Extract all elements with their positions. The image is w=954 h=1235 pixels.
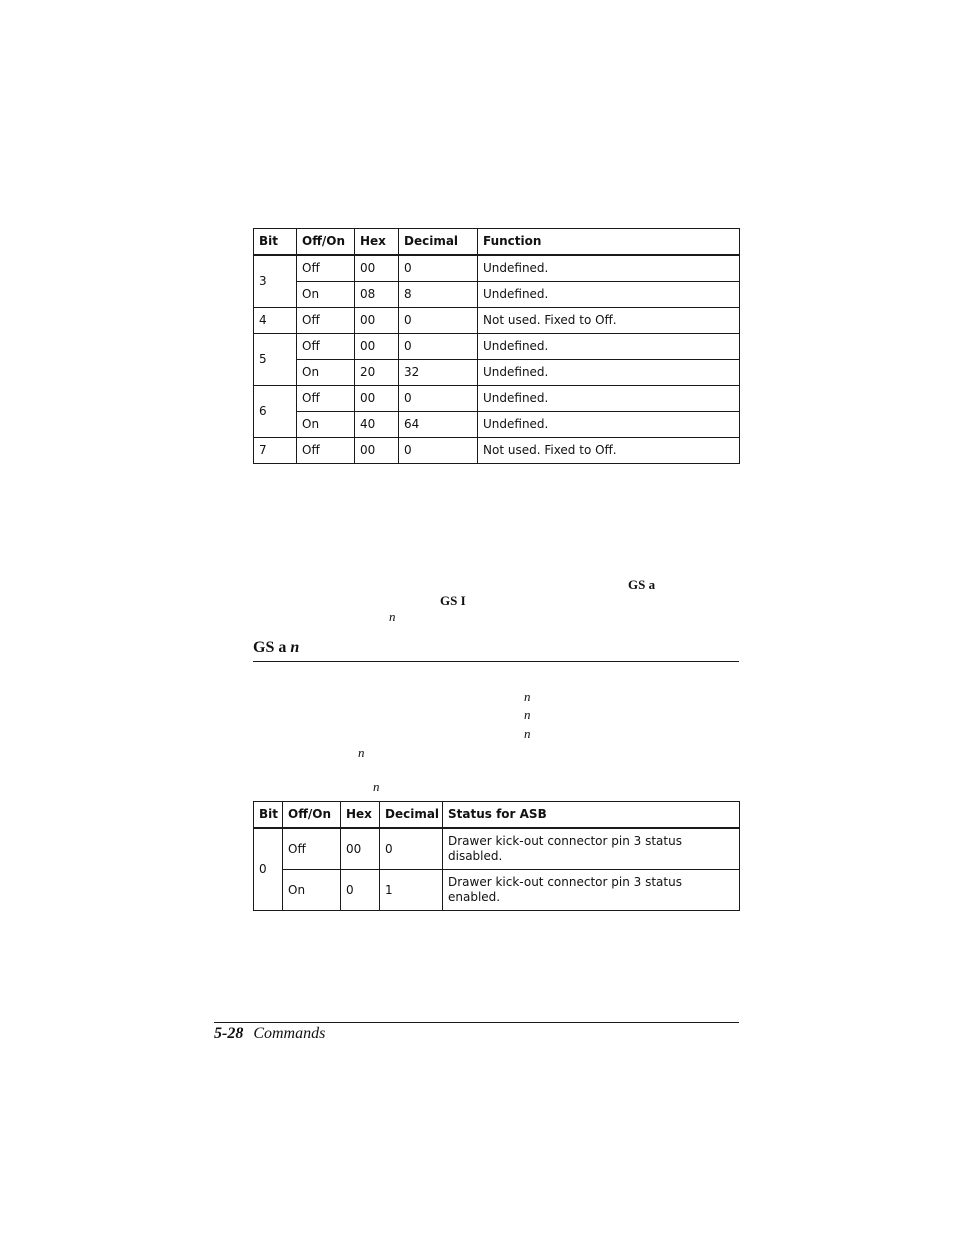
- table-cell: Undefined.: [478, 282, 740, 308]
- table-row: [254, 412, 740, 438]
- bit-cell: 3: [254, 255, 297, 308]
- table-cell: 0: [399, 438, 478, 464]
- table-cell: Off: [297, 386, 355, 412]
- table-row: [254, 360, 740, 386]
- column-header: Hex: [341, 802, 380, 829]
- table-row: [254, 308, 740, 334]
- param-n: n: [358, 745, 365, 760]
- table-row: [254, 334, 740, 360]
- table-cell: 00: [355, 255, 399, 282]
- asb-status-table: [253, 801, 740, 911]
- table-cell: Undefined.: [478, 360, 740, 386]
- heading-rule: [253, 661, 739, 662]
- table-row: [254, 386, 740, 412]
- heading-command: GS a: [253, 639, 287, 656]
- footer-section: Commands: [253, 1025, 326, 1042]
- column-header: Decimal: [399, 229, 478, 256]
- column-header: Hex: [355, 229, 399, 256]
- table-cell: Undefined.: [478, 255, 740, 282]
- table-cell: Drawer kick-out connector pin 3 status enabled.: [443, 870, 740, 911]
- table-cell: 20: [355, 360, 399, 386]
- table-cell: 0: [399, 255, 478, 282]
- table-cell: Undefined.: [478, 334, 740, 360]
- table-cell: On: [297, 360, 355, 386]
- column-header: Bit: [254, 802, 283, 829]
- table-cell: Undefined.: [478, 412, 740, 438]
- column-header: Bit: [254, 229, 297, 256]
- param-n: n: [524, 707, 531, 722]
- column-header: Status for ASB: [443, 802, 740, 829]
- page-number: 5-28: [214, 1025, 244, 1042]
- bit-cell: 6: [254, 386, 297, 438]
- table-cell: Undefined.: [478, 386, 740, 412]
- section-heading: [253, 638, 299, 658]
- column-header: Off/On: [297, 229, 355, 256]
- table-cell: 1: [380, 870, 443, 911]
- table-cell: 0: [399, 386, 478, 412]
- table-cell: Off: [297, 308, 355, 334]
- table-cell: Drawer kick-out connector pin 3 status disabled.: [443, 828, 740, 870]
- footer-rule: [214, 1022, 739, 1023]
- bit-cell: 5: [254, 334, 297, 386]
- table-cell: Not used. Fixed to Off.: [478, 438, 740, 464]
- column-header: Off/On: [283, 802, 341, 829]
- table-row: [254, 282, 740, 308]
- table-row: [254, 828, 740, 870]
- table-cell: 40: [355, 412, 399, 438]
- page-footer: [214, 1024, 325, 1044]
- param-n: n: [373, 779, 380, 794]
- command-ref-gs-a: GS a: [628, 577, 656, 592]
- table-cell: 64: [399, 412, 478, 438]
- table-header-row: [254, 802, 740, 829]
- table-row: [254, 438, 740, 464]
- table-cell: 0: [380, 828, 443, 870]
- table-cell: On: [283, 870, 341, 911]
- param-n: n: [524, 689, 531, 704]
- table-cell: 0: [399, 308, 478, 334]
- table-body: [254, 255, 740, 464]
- table-cell: 8: [399, 282, 478, 308]
- table-cell: 00: [355, 308, 399, 334]
- table-header-row: [254, 229, 740, 256]
- table-cell: 00: [341, 828, 380, 870]
- param-n: n: [524, 726, 531, 741]
- table-cell: 00: [355, 334, 399, 360]
- bit-cell: 7: [254, 438, 297, 464]
- heading-param: n: [290, 639, 300, 656]
- table-row: [254, 870, 740, 911]
- table-cell: 32: [399, 360, 478, 386]
- column-header: Decimal: [380, 802, 443, 829]
- bit-cell: 0: [254, 828, 283, 911]
- command-ref-gs-i: GS I: [440, 593, 466, 608]
- bit-function-table: [253, 228, 740, 464]
- table-cell: 0: [399, 334, 478, 360]
- table-body: [254, 828, 740, 911]
- table-cell: Not used. Fixed to Off.: [478, 308, 740, 334]
- table-cell: 08: [355, 282, 399, 308]
- bit-cell: 4: [254, 308, 297, 334]
- table-cell: 0: [341, 870, 380, 911]
- table-cell: Off: [297, 255, 355, 282]
- table-cell: Off: [297, 334, 355, 360]
- table-cell: Off: [283, 828, 341, 870]
- table-cell: On: [297, 412, 355, 438]
- table-cell: On: [297, 282, 355, 308]
- column-header: Function: [478, 229, 740, 256]
- table-row: [254, 255, 740, 282]
- table-cell: Off: [297, 438, 355, 464]
- table-cell: 00: [355, 438, 399, 464]
- table-cell: 00: [355, 386, 399, 412]
- param-n: n: [389, 609, 396, 624]
